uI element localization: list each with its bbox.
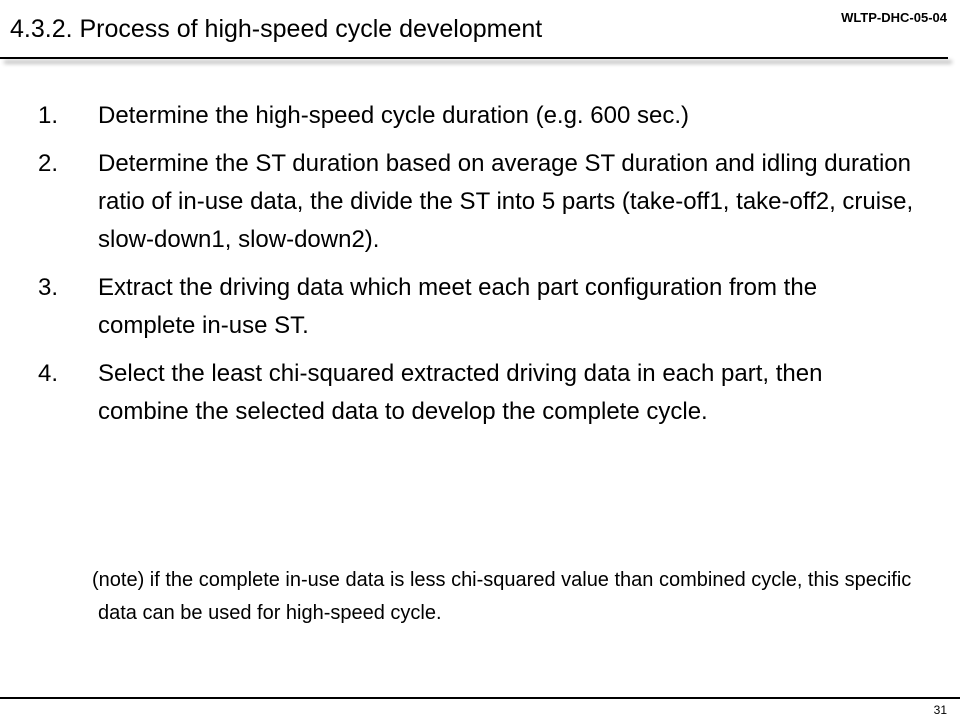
step-number: 2. [38,150,59,177]
process-step-1 [38,97,918,135]
page-number: 31 [933,703,947,717]
document-code: WLTP-DHC-05-04 [841,10,947,25]
step-number: 1. [38,102,59,129]
step-number: 3. [38,274,59,301]
step-text: Select the least chi-squared extracted driving data in each part, then combine the selected data to develop the complete cycle. [98,360,823,425]
process-steps-list [38,97,918,441]
process-step-3 [38,269,918,345]
step-text: Extract the driving data which meet each part configuration from the complete in-use ST. [98,274,818,339]
footer-divider [0,697,960,699]
title-divider [0,57,948,59]
slide-title: 4.3.2. Process of high-speed cycle development [10,15,543,43]
note-text: (note) if the complete in-use data is less chi-squared value than combined cycle, this specific data can be used for high-speed cycle. [92,569,912,624]
step-text: Determine the ST duration based on average ST duration and idling duration ratio of in-use data, the divide the ST into 5 parts (take-off1, take-off2, cruise, slow-down1, slow-down2). [98,150,914,253]
process-step-4 [38,355,918,431]
process-step-2 [38,145,918,259]
step-number: 4. [38,360,59,387]
step-text: Determine the high-speed cycle duration (e.g. 600 sec.) [98,102,689,129]
